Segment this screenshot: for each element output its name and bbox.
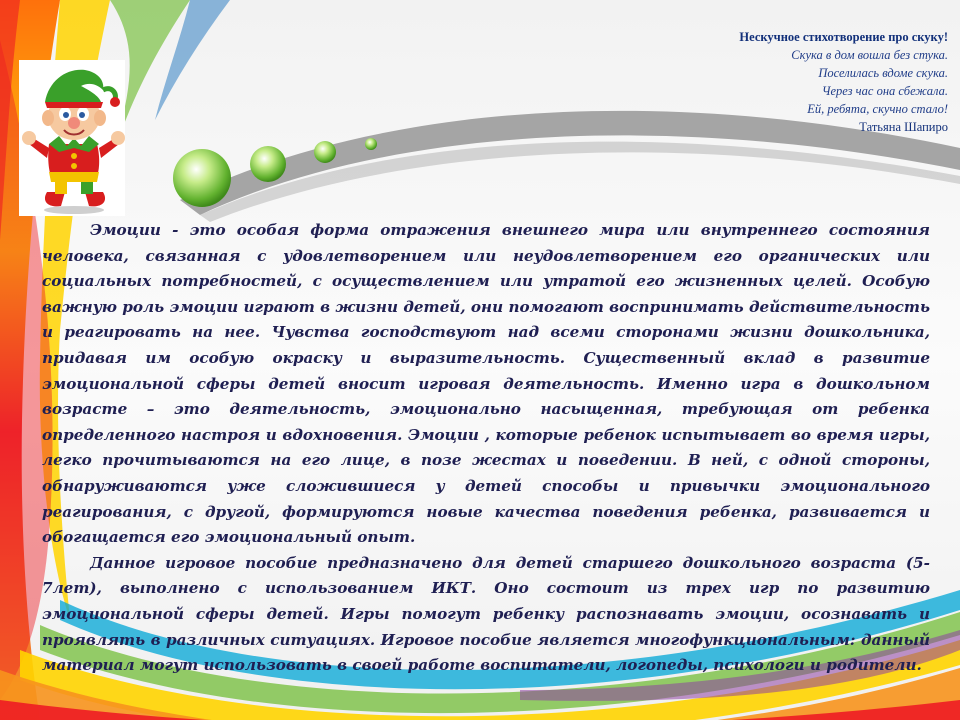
elf-illustration <box>19 60 125 216</box>
poem-line: Поселилась вдоме скука. <box>818 66 948 80</box>
paragraph-emotions: Эмоции - это особая форма отражения внешнего мира или внутреннего состояния человека, связанная с удовлетворением или неудовлетворением его органических или социальных потребностей, с осуществлением или утратой его жизненных целей. Особую важную роль эмоции играют в жизни детей, они помогают воспринимать действительность и реагировать на нее. Чувства господствуют над всеми сторонами жизни дошкольника, придавая им особую окраску и выразительность. Существенный вклад в развитие эмоциональной сферы детей вносит игровая деятельность. Именно игра в дошкольном возрасте – это деятельность, эмоционально насыщенная, требующая от ребенка определенного настроя и вдохновения. Эмоции , которые ребенок испытывает во время игры, легко прочитываются на его лице, в позе жестах и поведении. В ней, с одной стороны, обнаруживаются уже сложившиеся у детей способы и привычки эмоционального реагирования, с другой, формируются новые качества поведения ребенка, развивается и обогащается его эмоциональный опыт. <box>42 221 930 547</box>
poem-line: Ей, ребята, скучно стало! <box>807 102 948 116</box>
poem-line: Скука в дом вошла без стука. <box>791 48 948 62</box>
paragraph-game-aid: Данное игровое пособие предназначено для детей старшего дошкольного возраста (5-7лет), выполнено с использованием ИКТ. Оно состоит из трех игр по развитию эмоциональной сферы детей. Игры помогут ребенку распознавать эмоции, осознавать и проявлять в различных ситуациях. Игровое пособие является многофункциональным: данный материал могут использовать в своей работе воспитатели, логопеды, психологи и родители. <box>42 553 930 675</box>
main-text <box>42 218 930 679</box>
poem-block <box>588 28 948 136</box>
poem-title: Нескучное стихотворение про скуку! <box>739 30 948 44</box>
poem-author: Татьяна Шапиро <box>859 120 948 134</box>
poem-line: Через час она сбежала. <box>821 84 948 98</box>
